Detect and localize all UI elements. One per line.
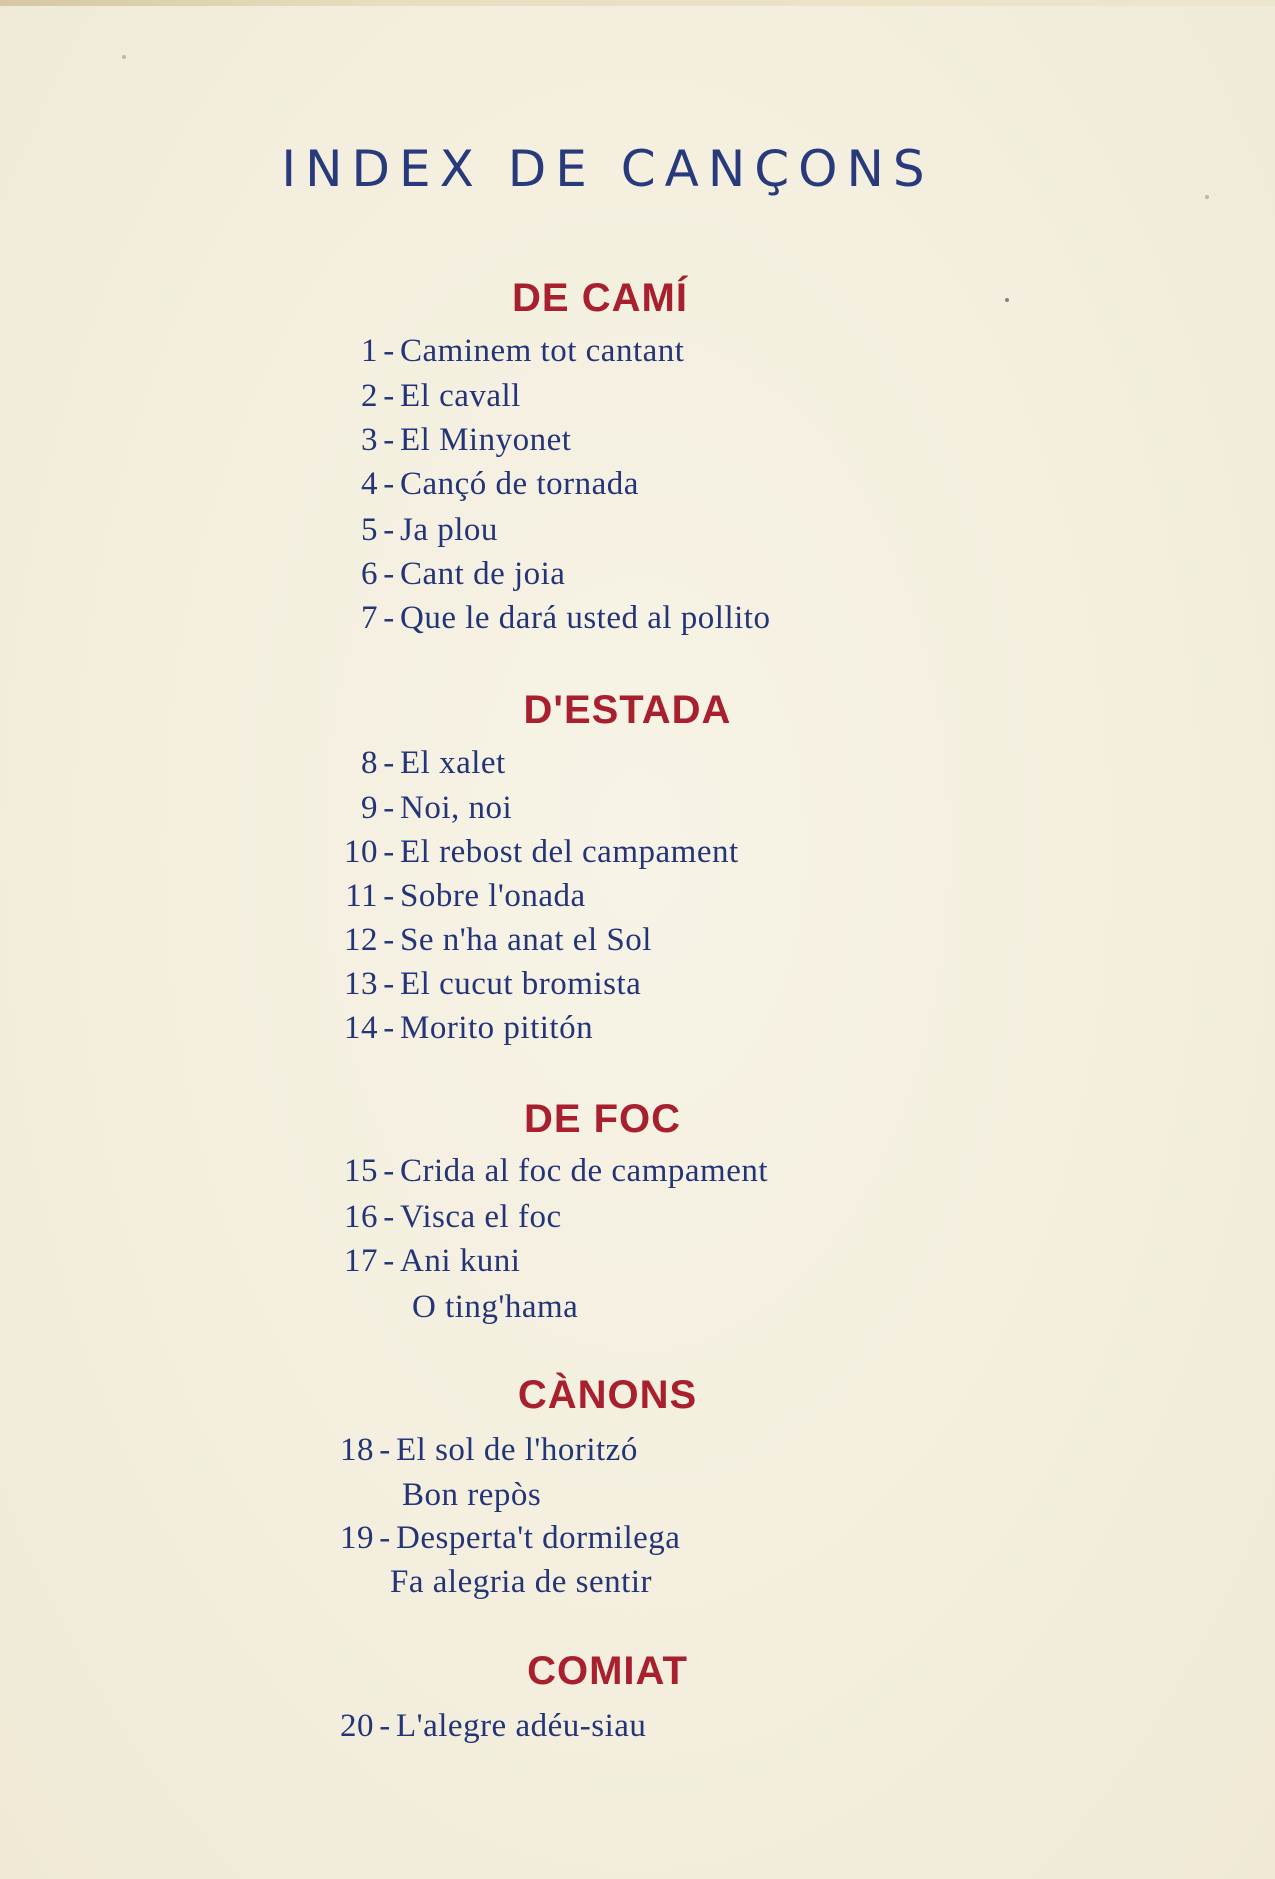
section-heading-de-cami: DE CAMÍ bbox=[512, 276, 688, 320]
section-heading-d-estada: D'ESTADA bbox=[523, 688, 732, 732]
separator: - bbox=[383, 966, 395, 1002]
item-title: Caminem tot cantant bbox=[400, 333, 685, 369]
item-title: Ja plou bbox=[400, 512, 498, 548]
page-title: INDEX DE CANÇONS bbox=[281, 140, 934, 198]
item-title: Que le dará usted al pollito bbox=[400, 600, 771, 636]
separator: - bbox=[383, 1199, 395, 1235]
list-item bbox=[340, 790, 512, 827]
separator: - bbox=[383, 422, 395, 458]
list-item bbox=[340, 834, 739, 871]
separator: - bbox=[383, 745, 395, 781]
item-title: Ani kuni bbox=[400, 1243, 521, 1279]
list-item bbox=[340, 922, 652, 959]
separator: - bbox=[383, 1243, 395, 1279]
list-item bbox=[340, 378, 521, 415]
list-item bbox=[340, 600, 770, 637]
separator: - bbox=[383, 834, 395, 870]
item-title: Morito pititón bbox=[400, 1010, 594, 1046]
section-heading-comiat: COMIAT bbox=[527, 1649, 688, 1693]
separator: - bbox=[383, 512, 395, 548]
item-number: 3 bbox=[361, 422, 378, 458]
list-item bbox=[340, 1199, 562, 1236]
list-item bbox=[340, 1153, 768, 1190]
list-item bbox=[340, 1243, 520, 1280]
separator: - bbox=[379, 1708, 391, 1744]
separator: - bbox=[383, 878, 395, 914]
item-title: El Minyonet bbox=[400, 422, 572, 458]
item-number: 7 bbox=[361, 600, 378, 636]
paper-speck bbox=[122, 55, 126, 59]
item-title: El sol de l'horitzó bbox=[396, 1432, 638, 1468]
item-number: 4 bbox=[361, 466, 378, 502]
paper-speck bbox=[1005, 298, 1009, 302]
separator: - bbox=[383, 466, 395, 502]
item-number: 2 bbox=[361, 378, 378, 414]
separator: - bbox=[379, 1432, 391, 1468]
item-number: 19 bbox=[340, 1520, 374, 1556]
item-title: L'alegre adéu-siau bbox=[396, 1708, 647, 1744]
list-item bbox=[336, 1432, 638, 1469]
item-number: 14 bbox=[344, 1010, 378, 1046]
list-item bbox=[340, 878, 586, 915]
separator: - bbox=[383, 600, 395, 636]
separator: - bbox=[383, 1153, 395, 1189]
item-number: 11 bbox=[345, 878, 378, 914]
separator: - bbox=[383, 556, 395, 592]
item-title: Crida al foc de campament bbox=[400, 1153, 769, 1189]
item-number: 10 bbox=[344, 834, 378, 870]
item-title: Se n'ha anat el Sol bbox=[400, 922, 652, 958]
item-subtitle: Bon repòs bbox=[402, 1477, 542, 1513]
item-title: Sobre l'onada bbox=[400, 878, 586, 914]
page-top-edge bbox=[0, 0, 1275, 6]
item-number: 15 bbox=[344, 1153, 378, 1189]
item-subtitle: Fa alegria de sentir bbox=[390, 1564, 652, 1600]
list-item bbox=[340, 466, 639, 503]
list-item bbox=[340, 333, 684, 370]
separator: - bbox=[383, 378, 395, 414]
list-item bbox=[340, 422, 571, 459]
item-subtitle: O ting'hama bbox=[412, 1289, 579, 1325]
separator: - bbox=[383, 1010, 395, 1046]
item-number: 16 bbox=[344, 1199, 378, 1235]
item-number: 1 bbox=[361, 333, 378, 369]
list-item bbox=[340, 556, 565, 593]
list-item bbox=[340, 745, 506, 782]
separator: - bbox=[383, 790, 395, 826]
item-title: El cavall bbox=[400, 378, 521, 414]
item-number: 6 bbox=[361, 556, 378, 592]
item-number: 9 bbox=[361, 790, 378, 826]
item-title: Desperta't dormilega bbox=[396, 1520, 681, 1556]
item-number: 13 bbox=[344, 966, 378, 1002]
list-item bbox=[336, 1520, 680, 1557]
separator: - bbox=[383, 333, 395, 369]
section-heading-de-foc: DE FOC bbox=[523, 1097, 682, 1141]
separator: - bbox=[383, 922, 395, 958]
item-number: 17 bbox=[344, 1243, 378, 1279]
item-number: 8 bbox=[361, 745, 378, 781]
list-item bbox=[336, 1708, 646, 1745]
list-item bbox=[340, 512, 498, 549]
item-number: 5 bbox=[361, 512, 378, 548]
section-heading-canons: CÀNONS bbox=[517, 1373, 698, 1417]
item-number: 12 bbox=[344, 922, 378, 958]
item-title: El xalet bbox=[400, 745, 506, 781]
item-title: Visca el foc bbox=[400, 1199, 562, 1235]
separator: - bbox=[379, 1520, 391, 1556]
list-item bbox=[340, 966, 641, 1003]
item-title: El cucut bromista bbox=[400, 966, 642, 1002]
item-title: Cançó de tornada bbox=[400, 466, 639, 502]
list-item bbox=[340, 1010, 593, 1047]
item-title: El rebost del campament bbox=[400, 834, 739, 870]
item-number: 20 bbox=[340, 1708, 374, 1744]
item-number: 18 bbox=[340, 1432, 374, 1468]
item-title: Cant de joia bbox=[400, 556, 566, 592]
paper-speck bbox=[1205, 195, 1209, 199]
item-title: Noi, noi bbox=[400, 790, 513, 826]
